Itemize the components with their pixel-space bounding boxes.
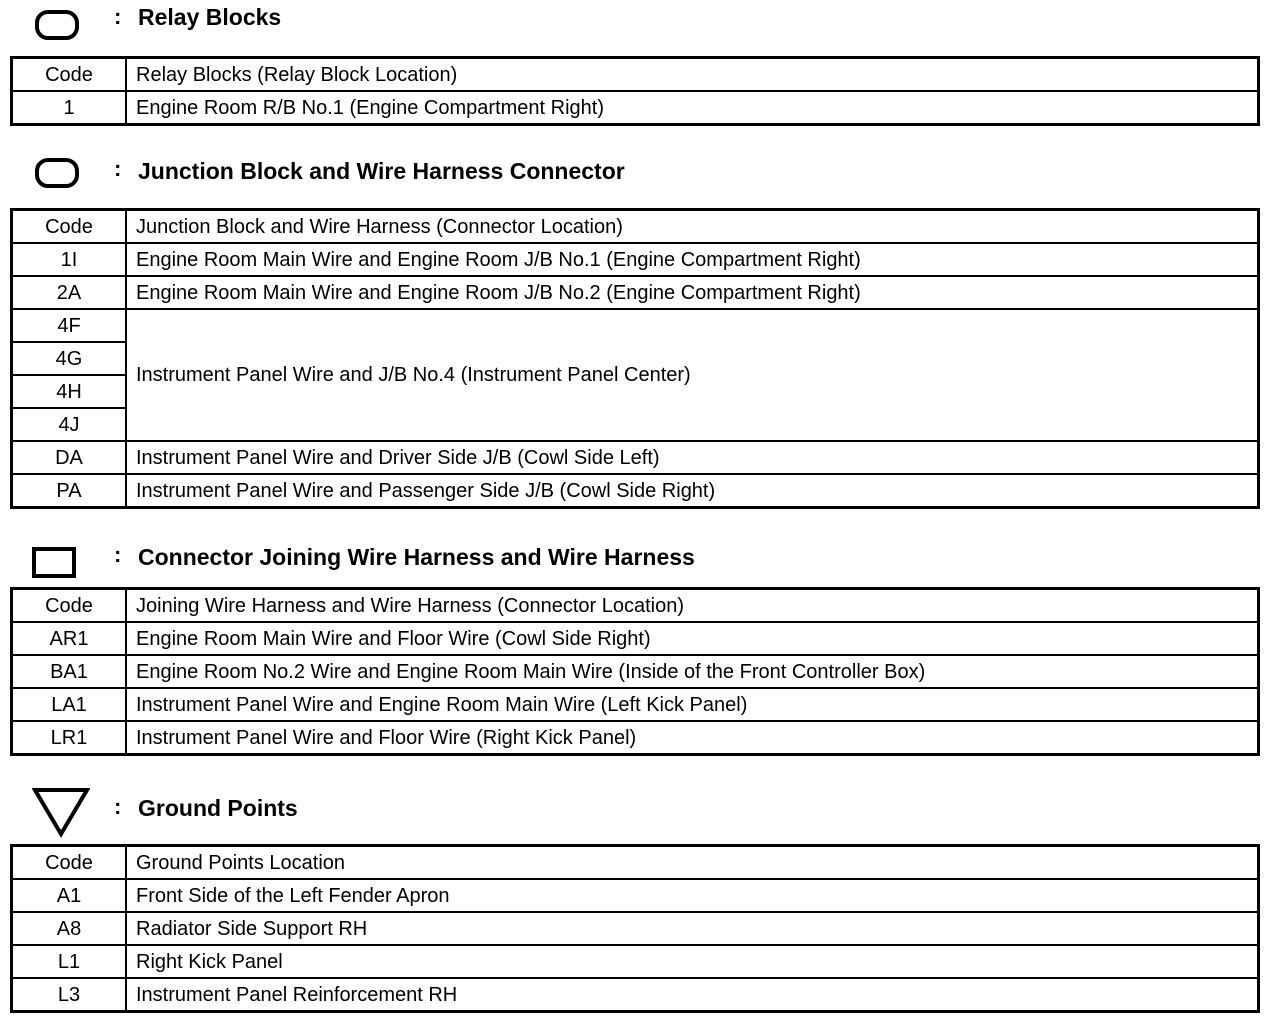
rounded-rectangle-icon [35,158,79,188]
row-desc: Right Kick Panel [126,945,1259,978]
table-row [12,978,1259,1012]
section-title: Connector Joining Wire Harness and Wire Harness [138,544,695,570]
section-header [0,0,1280,40]
section-header [0,540,1280,580]
row-code: 4F [12,309,127,342]
row-code: 2A [12,276,127,309]
rounded-rectangle-icon [35,10,79,40]
table-row [12,474,1259,508]
section-title: Junction Block and Wire Harness Connector [138,158,625,184]
table-header-row [12,846,1259,880]
row-desc: Instrument Panel Wire and J/B No.4 (Instrument Panel Center) [126,309,1259,441]
row-code: DA [12,441,127,474]
row-desc: Engine Room Main Wire and Engine Room J/B No.1 (Engine Compartment Right) [126,243,1259,276]
junction-block-table [10,208,1260,509]
table-header-row [12,589,1259,623]
colon: : [114,4,122,29]
section-title: Ground Points [138,795,298,821]
down-triangle-icon [32,786,90,838]
row-code: LR1 [12,721,127,755]
header-desc: Relay Blocks (Relay Block Location) [126,58,1259,92]
table-row [12,243,1259,276]
table-row [12,655,1259,688]
table-row [12,309,1259,342]
row-desc: Engine Room No.2 Wire and Engine Room Main Wire (Inside of the Front Controller Box) [126,655,1259,688]
section-title: Relay Blocks [138,4,282,30]
row-code: 1 [12,91,127,125]
row-desc: Instrument Panel Wire and Passenger Side J/B (Cowl Side Right) [126,474,1259,508]
table-row [12,91,1259,125]
row-desc: Engine Room Main Wire and Engine Room J/B No.2 (Engine Compartment Right) [126,276,1259,309]
relay-blocks-table [10,56,1260,126]
row-desc: Instrument Panel Wire and Driver Side J/B (Cowl Side Left) [126,441,1259,474]
row-code: BA1 [12,655,127,688]
row-code: 4H [12,375,127,408]
table-row [12,721,1259,755]
row-desc: Engine Room Main Wire and Floor Wire (Cowl Side Right) [126,622,1259,655]
table-row [12,688,1259,721]
table-header-row [12,210,1259,244]
row-desc: Front Side of the Left Fender Apron [126,879,1259,912]
table-row [12,276,1259,309]
table-row [12,622,1259,655]
table-row [12,912,1259,945]
header-code: Code [12,589,127,623]
row-code: L3 [12,978,127,1012]
table-row [12,945,1259,978]
row-code: 4J [12,408,127,441]
section-header [0,150,1280,190]
row-desc: Engine Room R/B No.1 (Engine Compartment Right) [126,91,1259,125]
row-code: 4G [12,342,127,375]
header-desc: Ground Points Location [126,846,1259,880]
row-code: AR1 [12,622,127,655]
row-desc: Radiator Side Support RH [126,912,1259,945]
header-code: Code [12,210,127,244]
colon: : [114,794,122,819]
row-desc: Instrument Panel Reinforcement RH [126,978,1259,1012]
table-header-row [12,58,1259,92]
header-code: Code [12,846,127,880]
row-desc: Instrument Panel Wire and Floor Wire (Right Kick Panel) [126,721,1259,755]
row-desc: Instrument Panel Wire and Engine Room Main Wire (Left Kick Panel) [126,688,1259,721]
section-header [0,786,1280,826]
row-code: 1I [12,243,127,276]
table-row [12,879,1259,912]
colon: : [114,156,122,181]
row-code: A8 [12,912,127,945]
row-code: L1 [12,945,127,978]
table-row [12,441,1259,474]
ground-points-table [10,844,1260,1013]
row-code: PA [12,474,127,508]
rectangle-icon [32,547,76,578]
header-desc: Joining Wire Harness and Wire Harness (Connector Location) [126,589,1259,623]
colon: : [114,542,122,567]
connector-joining-table [10,587,1260,756]
row-code: LA1 [12,688,127,721]
row-code: A1 [12,879,127,912]
header-desc: Junction Block and Wire Harness (Connector Location) [126,210,1259,244]
header-code: Code [12,58,127,92]
